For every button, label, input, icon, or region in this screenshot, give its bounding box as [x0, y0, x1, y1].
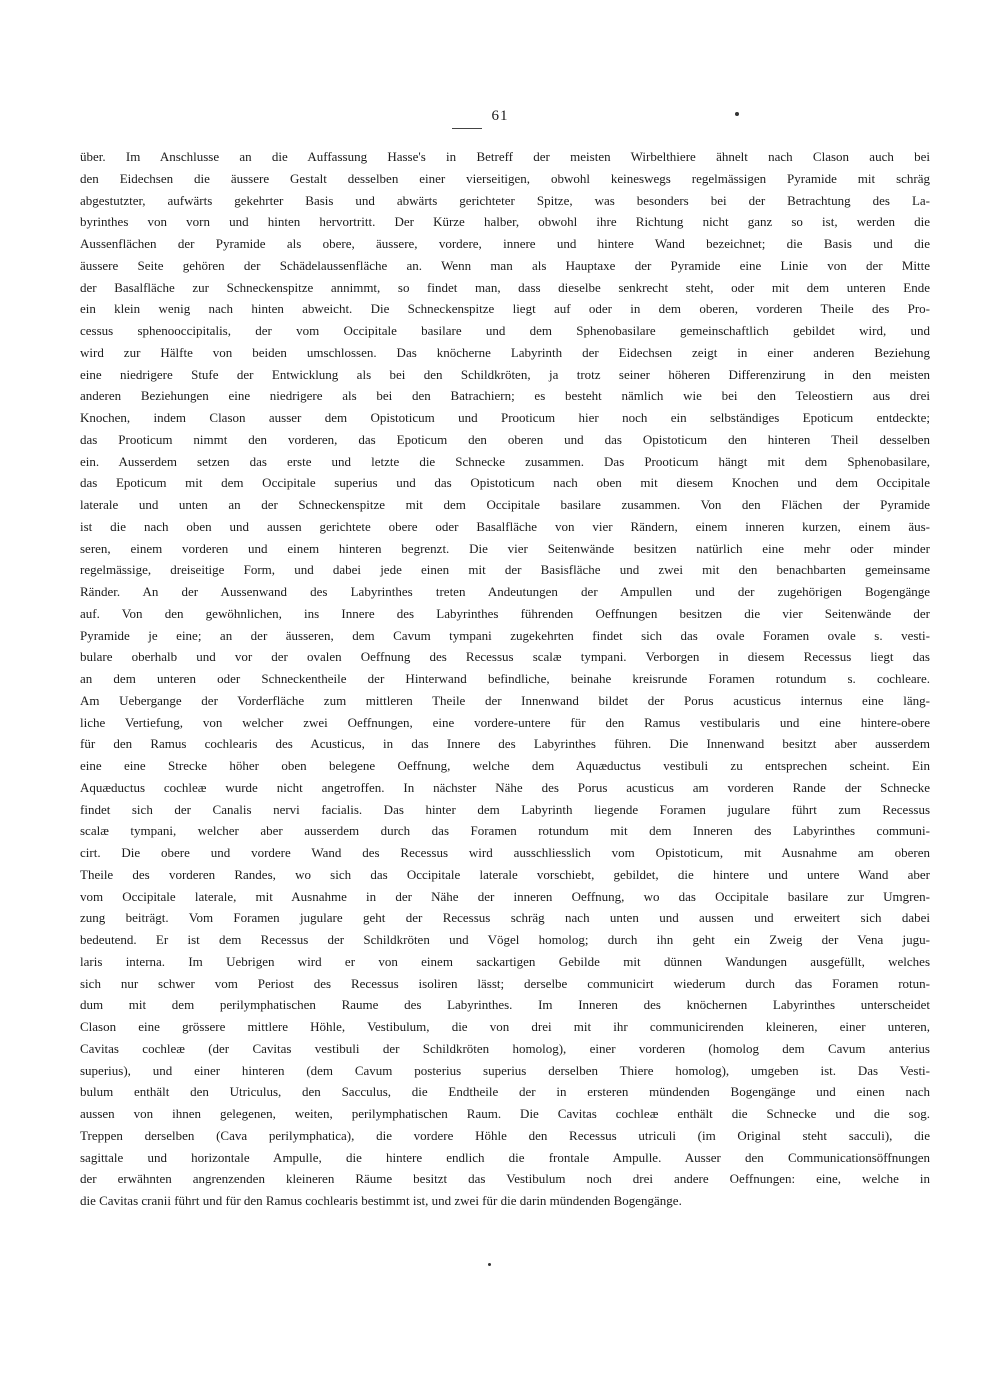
text-line: Ränder. An der Aussenwand des Labyrinthes treten Andeutungen der Ampullen und der zugehörigen Bogengänge — [80, 584, 930, 599]
text-line: den Eidechsen die äussere Gestalt desselben einer vierseitigen, obwohl keineswegs regelmässigen Pyramide mit schräg — [80, 170, 930, 186]
text-line: ein klein wenig nach hinten abweicht. Die Schneckenspitze liegt auf oder in dem oberen, vorderen Theile des Pro- — [80, 301, 930, 317]
text-line: für den Ramus cochlearis des Acusticus, in das Innere des Labyrinthes führen. Die Innenwand besitzt aber ausserdem — [80, 736, 930, 752]
text-line: cirt. Die obere und vordere Wand des Recessus wird ausschliesslich vom Opistoticum, mit Ausnahme am oberen — [80, 845, 930, 860]
text-line: Am Uebergange der Vorderfläche zum mittleren Theile der Innenwand bildet der Porus acusticus internus eine läng- — [80, 692, 930, 708]
text-line: abgestutzter, aufwärts gekehrter Basis und abwärts gerichteter Spitze, was besonders bei der Betrachtung des La- — [80, 192, 930, 208]
text-line: die Cavitas cranii führt und für den Ramus cochlearis bestimmt ist, und zwei für die darin mündenden Bogengänge. — [80, 1193, 682, 1208]
text-line: superius), und einer hinteren (dem Cavum posterius superius derselben Thiere homolog), umgeben ist. Das Vesti- — [80, 1062, 930, 1078]
text-line: bedeutend. Er ist dem Recessus der Schildkröten und Vögel homolog; durch ihn geht ein Zweig der Vena jugu- — [80, 932, 930, 947]
text-line: eine eine Strecke höher oben belegene Oeffnung, welche dem Aquæductus vestibuli zu entsprechen scheint. Ein — [80, 758, 930, 773]
text-line: cessus sphenooccipitalis, der vom Occipitale basilare und dem Sphenobasilare gemeinschaftlich gebildet wird, und — [80, 323, 930, 338]
text-line: Treppen derselben (Cava perilymphatica), die vordere Höhle den Recessus utriculi (im Original steht sacculi), die — [80, 1127, 930, 1143]
text-line: eine niedrigere Stufe der Entwicklung als bei den Schildkröten, ja trotz seiner höheren Differenzirung in den meisten — [80, 366, 930, 382]
text-line: bulum enthält den Utriculus, den Sacculus, die Endtheile der in ersteren mündenden Bogengänge und einen nach — [80, 1084, 930, 1100]
text-line: Clason eine grössere mittlere Höhle, Vestibulum, die von drei mit ihr communicirenden kleineren, einer unteren, — [80, 1019, 930, 1034]
text-line: an dem unteren oder Schneckentheile der Hinterwand befindliche, beinahe kreisrunde Foramen rotundum s. cochleare. — [80, 671, 930, 686]
page-number-rule — [452, 128, 482, 129]
text-line: Pyramide je eine; an der äusseren, dem Cavum tympani zugekehrten findet sich das ovale Foramen ovale s. vesti- — [80, 627, 930, 643]
text-line: Cavitas cochleæ (der Cavitas vestibuli der Schildkröten homolog), einer vorderen (homolog dem Cavum anterius — [80, 1040, 930, 1056]
text-line: byrinthes von vorn und hinten hervortritt. Der Kürze halber, obwohl ihre Richtung nicht ganz so ist, werden die — [80, 214, 930, 230]
text-line: scalæ tympani, welcher aber ausserdem durch das Foramen rotundum mit dem Inneren des Labyrinthes communi- — [80, 823, 930, 839]
text-line: aussen von ihnen gelegenen, weiten, perilymphatischen Raum. Die Cavitas cochleæ enthält die Schnecke und die sog. — [80, 1106, 930, 1121]
text-line: zung beiträgt. Vom Foramen jugulare geht der Recessus schräg nach unten und aussen und erweitert sich dabei — [80, 910, 930, 926]
text-line: der erwähnten angrenzenden kleineren Räume besitzt das Vestibulum noch drei andere Oeffnungen: eine, welche in — [80, 1171, 930, 1187]
text-line: vom Occipitale laterale, mit Ausnahme in der Nähe der inneren Oeffnung, wo das Occipitale basilare zur Umgren- — [80, 888, 930, 904]
text-line: Theile des vorderen Randes, wo sich das Occipitale laterale vorschiebt, gebildet, die hintere und untere Wand aber — [80, 866, 930, 882]
print-speck — [735, 112, 739, 116]
text-line: das Epoticum mit dem Occipitale superius und das Opistoticum nach oben mit diesem Knochen und dem Occipitale — [80, 475, 930, 491]
text-line: wird zur Hälfte von beiden umschlossen. Das knöcherne Labyrinth der Eidechsen zeigt in einer anderen Beziehung — [80, 344, 930, 360]
text-line: Aussenflächen der Pyramide als obere, äussere, vordere, innere und hintere Wand bezeichnet; die Basis und die — [80, 236, 930, 251]
text-line: sich nur schwer vom Periost des Recessus isoliren lässt; derselbe communicirt wiederum durch das Foramen rotun- — [80, 975, 930, 991]
text-line: anderen Beziehungen eine niedrigere als bei den Batrachiern; es besteht nämlich wie bei den Teleostiern aus drei — [80, 388, 930, 404]
text-line: sagittale und horizontale Ampulle, die hintere endlich die frontale Ampulle. Ausser den Communicationsöffnungen — [80, 1149, 930, 1165]
text-line: ein. Ausserdem setzen das erste und letzte die Schnecke zusammen. Das Prooticum hängt mit dem Sphenobasilare, — [80, 453, 930, 469]
text-line: bulare oberhalb und vor der ovalen Oeffnung des Recessus scalæ tympani. Verborgen in diesem Recessus liegt das — [80, 649, 930, 665]
text-line: auf. Von den gewöhnlichen, ins Innere des Labyrinthes führenden Oeffnungen besitzen die vier Seitenwände der — [80, 605, 930, 621]
text-line: über. Im Anschlusse an die Auffassung Hasse's in Betreff der meisten Wirbelthiere ähnelt nach Clason auch bei — [80, 149, 930, 164]
text-line: laris interna. Im Uebrigen wird er von einem sackartigen Gebilde mit dünnen Wandungen ausgefüllt, welches — [80, 953, 930, 969]
text-line: laterale und unten an der Schneckenspitze mit dem Occipitale basilare zusammen. Von den Flächen der Pyramide — [80, 497, 930, 512]
text-line: liche Vertiefung, von welcher zwei Oeffnungen, eine vordere-untere für den Ramus vestibularis und eine hintere-obere — [80, 714, 930, 730]
text-line: das Prooticum nimmt den vorderen, das Epoticum den oberen und das Opistoticum den hinteren Theil desselben — [80, 431, 930, 447]
page-number: 61 — [491, 108, 509, 124]
text-line: Knochen, indem Clason ausser dem Opistoticum und Prooticum hier noch ein selbständiges Epoticum entdeckte; — [80, 410, 930, 425]
text-line: findet sich der Canalis nervi facialis. Das hinter dem Labyrinth liegende Foramen jugulare führt zum Recessus — [80, 801, 930, 817]
text-line: dum mit dem perilymphatischen Raume des Labyrinthes. Im Inneren des knöchernen Labyrinthes unterscheidet — [80, 997, 930, 1013]
body-text — [80, 146, 930, 1212]
text-line: äussere Seite gehören der Schädelaussenfläche an. Wenn man als Hauptaxe der Pyramide eine Linie von der Mitte — [80, 257, 930, 273]
text-line: seren, einem vorderen und einem hinteren begrenzt. Die vier Seitenwände besitzen natürlich eine mehr oder minder — [80, 540, 930, 556]
text-line: Aquæductus cochleæ wurde nicht angetroffen. In nächster Nähe des Porus acusticus am vorderen Rande der Schnecke — [80, 779, 930, 795]
text-line: der Basalfläche zur Schneckenspitze annimmt, so findet man, dass dieselbe senkrecht steht, oder mit dem unteren Ende — [80, 279, 930, 295]
print-speck-bottom — [488, 1263, 491, 1266]
text-line: regelmässige, dreiseitige Form, und dabei jede einen mit der Basisfläche und zwei mit den benachbarten gemeinsame — [80, 562, 930, 578]
text-line: ist die nach oben und aussen gerichtete obere oder Basalfläche von vier Rändern, einem inneren kurzen, einem äus- — [80, 518, 930, 534]
